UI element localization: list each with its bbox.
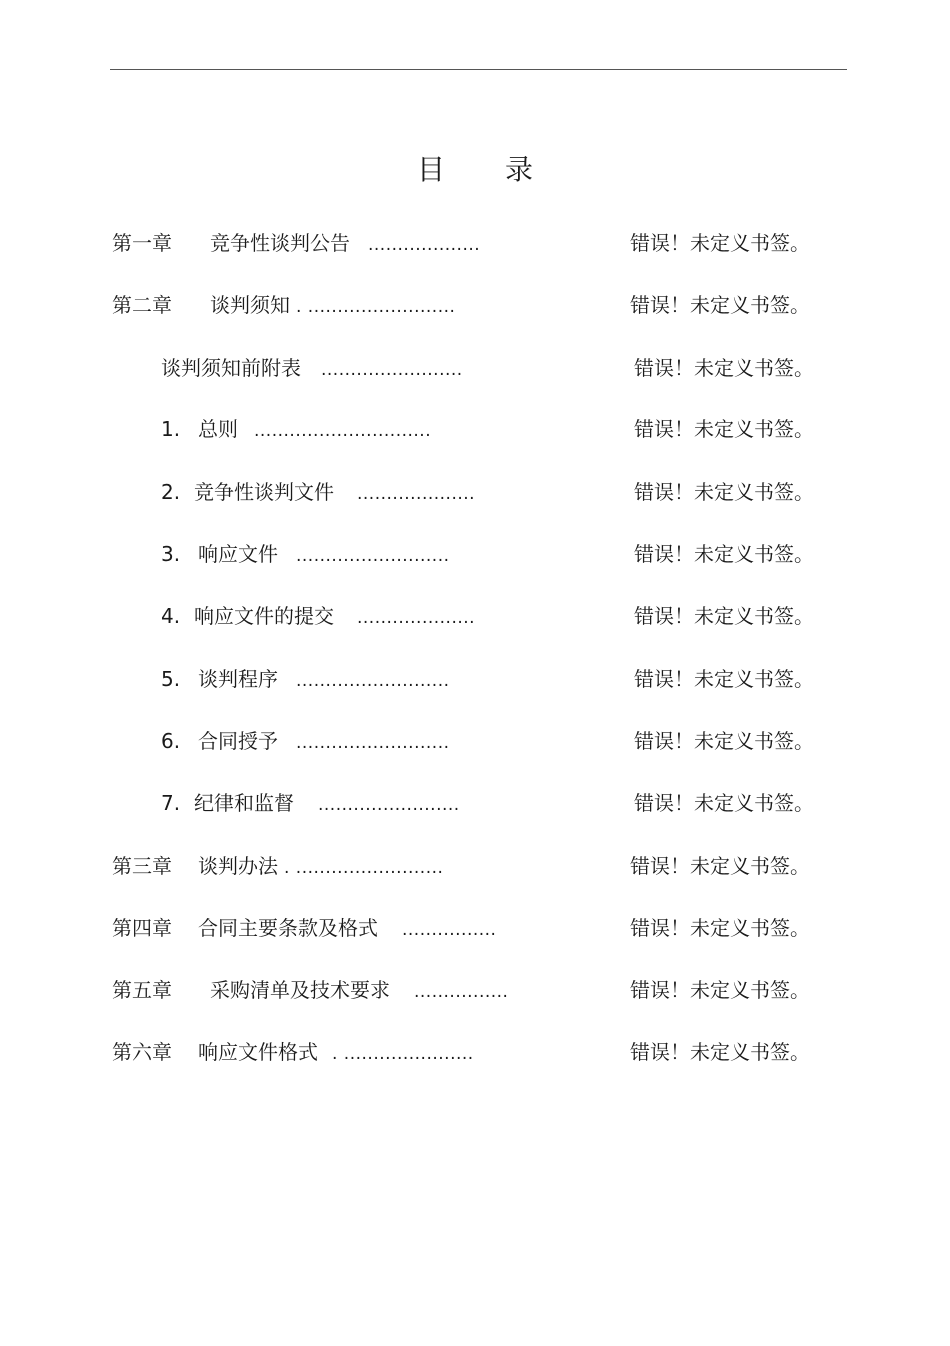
toc-entry-page-ref[interactable]: 错误！未定义书签。 bbox=[630, 854, 810, 878]
toc-entry-page-ref[interactable]: 错误！未定义书签。 bbox=[634, 791, 814, 815]
toc-entry-label: 总则 bbox=[198, 417, 238, 441]
toc-entry-chapter-3[interactable] bbox=[112, 851, 443, 881]
toc-entry-leader: ................ bbox=[402, 920, 497, 940]
toc-title-char-2: 录 bbox=[504, 153, 533, 186]
toc-entry-page-ref[interactable]: 错误！未定义书签。 bbox=[634, 480, 814, 504]
toc-entry-page-ref[interactable]: 错误！未定义书签。 bbox=[634, 604, 814, 628]
toc-entry-number: 第三章 bbox=[112, 854, 172, 878]
toc-entry-number: 7. bbox=[161, 791, 181, 815]
toc-entry-leader: ................... bbox=[368, 235, 481, 255]
toc-entry-front-table[interactable] bbox=[161, 353, 463, 383]
toc-entry-number: 第六章 bbox=[112, 1040, 172, 1064]
toc-entry-chapter-1[interactable] bbox=[112, 228, 480, 258]
toc-entry-label: 响应文件格式 bbox=[198, 1040, 318, 1064]
toc-entry-number: 第一章 bbox=[112, 231, 172, 255]
toc-entry-page-ref[interactable]: 错误！未定义书签。 bbox=[630, 916, 810, 940]
toc-entry-number: 第四章 bbox=[112, 916, 172, 940]
toc-entry-label: 谈判程序 bbox=[198, 667, 278, 691]
toc-entry-chapter-4[interactable] bbox=[112, 913, 496, 943]
toc-entry-leader: ........................ bbox=[318, 795, 460, 815]
toc-entry-section-7[interactable] bbox=[161, 788, 460, 818]
toc-entry-page-ref[interactable]: 错误！未定义书签。 bbox=[634, 542, 814, 566]
toc-entry-label: 谈判须知 bbox=[210, 293, 290, 317]
toc-entry-section-2[interactable] bbox=[161, 477, 475, 507]
toc-entry-leader: ........................ bbox=[321, 360, 463, 380]
toc-entry-page-ref[interactable]: 错误！未定义书签。 bbox=[630, 1040, 810, 1064]
toc-entry-leader: .................... bbox=[357, 484, 476, 504]
toc-entry-label: 合同授予 bbox=[198, 729, 278, 753]
toc-entry-label: 合同主要条款及格式 bbox=[198, 916, 378, 940]
toc-entry-label: 响应文件的提交 bbox=[194, 604, 334, 628]
toc-entry-leader: .................... bbox=[357, 608, 476, 628]
toc-entry-page-ref[interactable]: 错误！未定义书签。 bbox=[630, 978, 810, 1002]
toc-entry-page-ref[interactable]: 错误！未定义书签。 bbox=[634, 417, 814, 441]
toc-entry-page-ref[interactable]: 错误！未定义书签。 bbox=[634, 356, 814, 380]
toc-entry-label: 采购清单及技术要求 bbox=[210, 978, 390, 1002]
toc-entry-number: 5. bbox=[161, 667, 181, 691]
toc-title-char-1: 目 bbox=[416, 153, 445, 186]
toc-entry-label: 响应文件 bbox=[198, 542, 278, 566]
toc-entry-page-ref[interactable]: 错误！未定义书签。 bbox=[630, 231, 810, 255]
toc-entry-page-ref[interactable]: 错误！未定义书签。 bbox=[634, 667, 814, 691]
toc-entry-leader: .......................... bbox=[296, 671, 450, 691]
toc-entry-chapter-6[interactable] bbox=[112, 1037, 474, 1067]
toc-entry-chapter-5[interactable] bbox=[112, 975, 508, 1005]
toc-entry-leader: . ...................... bbox=[332, 1044, 474, 1064]
toc-entry-number: 3. bbox=[161, 542, 181, 566]
toc-entry-number: 2. bbox=[161, 480, 181, 504]
toc-entry-leader: .......................... bbox=[296, 733, 450, 753]
toc-entry-page-ref[interactable]: 错误！未定义书签。 bbox=[634, 729, 814, 753]
toc-entry-label: 竞争性谈判文件 bbox=[194, 480, 334, 504]
toc-entry-number: 第二章 bbox=[112, 293, 172, 317]
toc-entry-section-3[interactable] bbox=[161, 539, 450, 569]
toc-entry-leader: . ......................... bbox=[284, 858, 444, 878]
toc-entry-number: 1. bbox=[161, 417, 181, 441]
toc-entry-section-5[interactable] bbox=[161, 664, 450, 694]
toc-entry-leader: .......................... bbox=[296, 546, 450, 566]
toc-entry-label: 竞争性谈判公告 bbox=[210, 231, 350, 255]
toc-entry-section-1[interactable] bbox=[161, 414, 431, 444]
toc-entry-leader: ................ bbox=[414, 982, 509, 1002]
toc-entry-number: 4. bbox=[161, 604, 181, 628]
toc-entry-number: 6. bbox=[161, 729, 181, 753]
toc-entry-leader: .............................. bbox=[254, 421, 432, 441]
toc-entry-leader: . ......................... bbox=[296, 297, 456, 317]
toc-entry-page-ref[interactable]: 错误！未定义书签。 bbox=[630, 293, 810, 317]
toc-entry-chapter-2[interactable] bbox=[112, 290, 455, 320]
toc-entry-label: 谈判办法 bbox=[198, 854, 278, 878]
toc-entry-section-4[interactable] bbox=[161, 601, 475, 631]
toc-entry-section-6[interactable] bbox=[161, 726, 450, 756]
toc-entry-label: 谈判须知前附表 bbox=[161, 356, 301, 380]
toc-entry-number: 第五章 bbox=[112, 978, 172, 1002]
toc-entry-label: 纪律和监督 bbox=[194, 791, 294, 815]
